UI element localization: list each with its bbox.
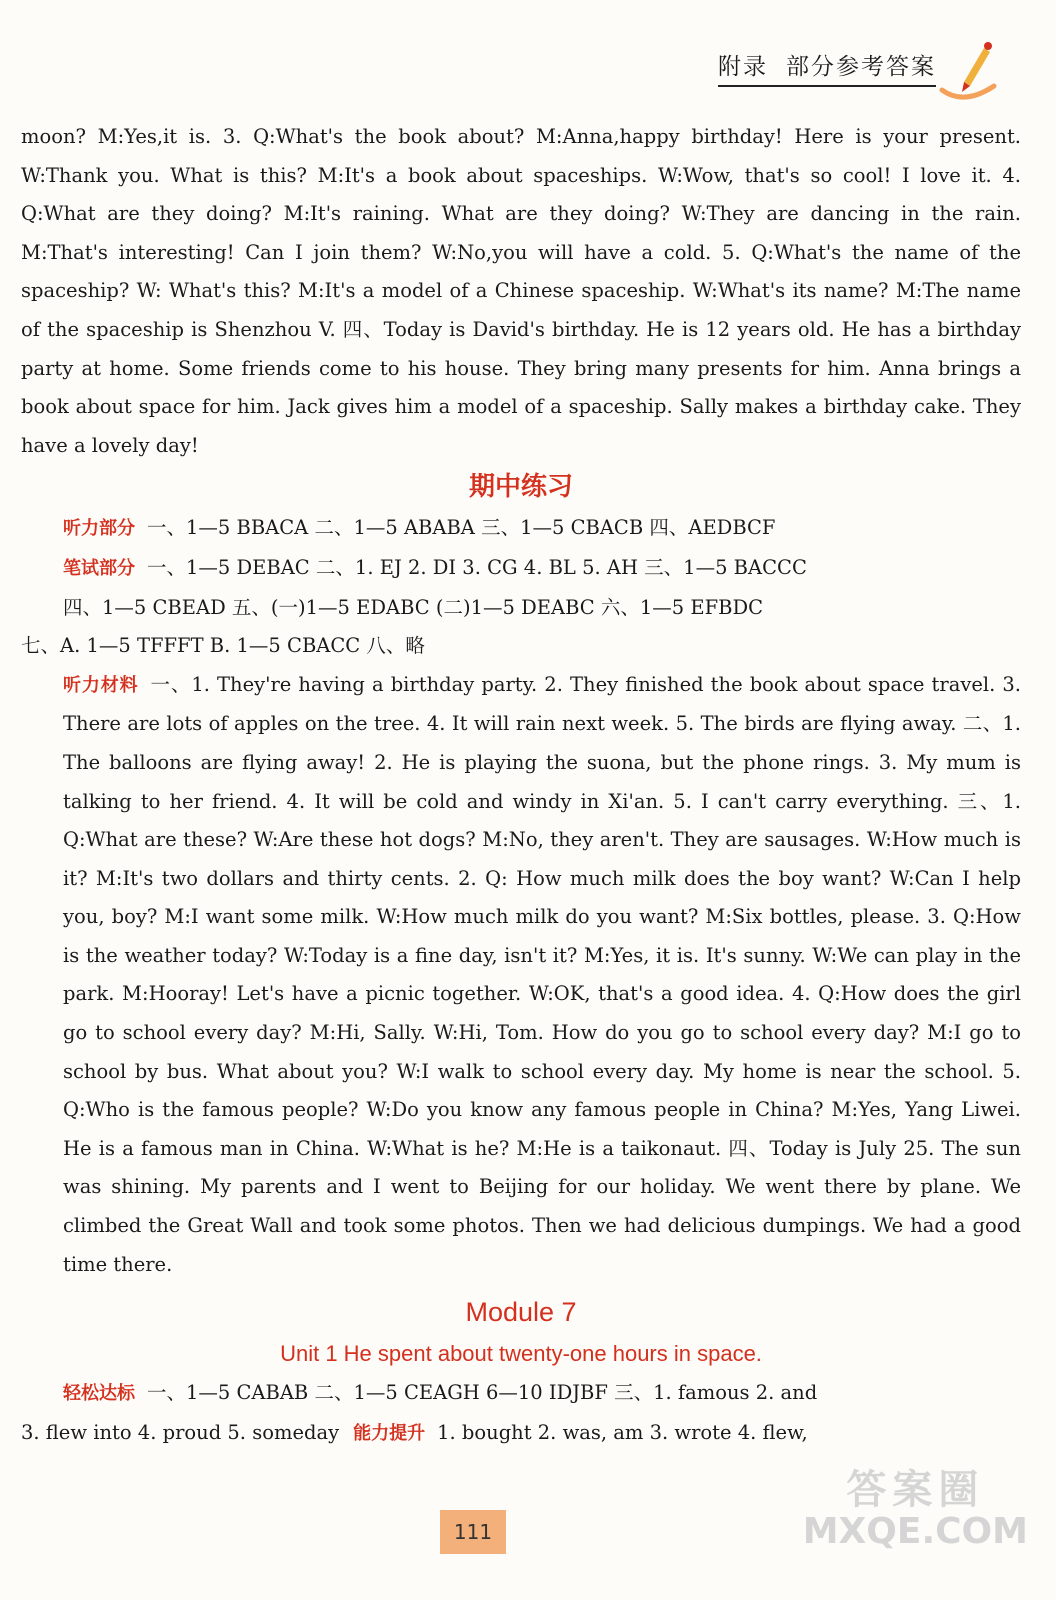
pen-icon — [934, 38, 1004, 108]
watermark-line1: 答案圈 — [846, 1467, 985, 1513]
easy-ability-line — [21, 1414, 1021, 1454]
material-label: 听力材料 — [63, 674, 139, 696]
watermark-logo — [803, 1468, 1028, 1552]
easy-answers-line — [21, 1374, 1021, 1414]
written-label: 笔试部分 — [63, 557, 135, 579]
listening-answers-line — [21, 509, 1021, 549]
listening-answers: 一、1—5 BBACA 二、1—5 ABABA 三、1—5 CBACB 四、AEDBCF — [147, 516, 776, 540]
midterm-title: 期中练习 — [468, 472, 573, 503]
top-passage: moon? M:Yes,it is. 3. Q:What's the book about? M:Anna,happy birthday! Here is your present. W:Thank you. What is this? M:It's a book about spaceships. W:Wow, that's so cool! I love it. 4. Q:What are they doing? M:It's raining. What are they doing? W:They are dancing in the rain. M:That's interesting! Can I join them? W:No,you will have a cold. 5. Q:What's the name of the spaceship? W: What's this? M:It's a model of a Chinese spaceship. W:What's its name? M:The name of the spaceship is Shenzhou V. 四、Today is David's birthday. He is 12 years old. He has a birthday party at home. Some friends come to his house. They bring many presents for him. Anna brings a book about space for him. Jack gives him a model of a spaceship. Sally makes a birthday cake. They have a lovely day! — [21, 125, 1021, 457]
ability-answers: 1. bought 2. was, am 3. wrote 4. flew, — [437, 1420, 808, 1444]
watermark-line2: MXQE.COM — [802, 1511, 1028, 1552]
written-answers-2: 四、1—5 CBEAD 五、(一)1—5 EDABC (二)1—5 DEABC 六、1—5 EFBDC — [63, 595, 764, 619]
unit-title: Unit 1 He spent about twenty-one hours in space. — [280, 1341, 762, 1367]
page-header — [718, 48, 936, 87]
easy-answers-2: 3. flew into 4. proud 5. someday — [21, 1420, 340, 1444]
header-appendix: 附录 — [718, 54, 768, 80]
material-text: 一、1. They're having a birthday party. 2. They finished the book about space travel. 3. There are lots of apples on the tree. 4. It will rain next week. 5. The birds are flying away. 二、1. The balloons are flying away! 2. He is playing the suona, but the phone rings. 3. My mum is talking to her friend. 4. It will be cold and windy in Xi'an. 5. I can't carry everything. 三、1. Q:What are these? W:Are these hot dogs? M:No, they aren't. They are sausages. W:How much is it? M:It's two dollars and thirty cents. 2. Q: How much milk does the boy want? W:Can I help you, boy? M:I want some milk. W:How much milk do you want? M:Six bottles, please. 3. Q:How is the weather today? W:Today is a fine day, isn't it? M:Yes, it is. It's sunny. W:We can play in the park. M:Hooray! Let's have a picnic together. W:OK, that's a good idea. 4. Q:How does the girl go to school every day? M:Hi, Sally. W:Hi, Tom. How do you go to school every day? M:I go to school by bus. What about you? W:I walk to school every day. My home is near the school. 5. Q:Who is the famous people? W:Do you know any famous people in China? M:Yes, Yang Liwei. He is a famous man in China. W:What is he? M:He is a taikonaut. 四、Today is July 25. The sun was shining. My parents and I went to Beijing for our holiday. We went there by plane. We climbed the Great Wall and took some photos. Then we had delicious dumpings. We had a good time there. — [63, 672, 1021, 1276]
listening-label: 听力部分 — [63, 518, 135, 540]
easy-answers: 一、1—5 CABAB 二、1—5 CEAGH 6—10 IDJBF 三、1. famous 2. and — [147, 1381, 818, 1405]
answer-content — [21, 118, 1021, 1453]
page-number: 111 — [440, 1510, 506, 1554]
ability-label: 能力提升 — [353, 1422, 426, 1444]
module-title: Module 7 — [465, 1297, 577, 1328]
written-answers-1: 一、1—5 DEBAC 二、1. EJ 2. DI 3. CG 4. BL 5. AH 三、1—5 BACCC — [147, 555, 807, 579]
written-answers-3: 七、A. 1—5 TFFFT B. 1—5 CBACC 八、略 — [21, 634, 425, 658]
listening-material — [21, 666, 1021, 1285]
header-section: 部分参考答案 — [786, 54, 936, 80]
easy-label: 轻松达标 — [63, 1383, 135, 1405]
written-answers-line — [21, 549, 1021, 589]
